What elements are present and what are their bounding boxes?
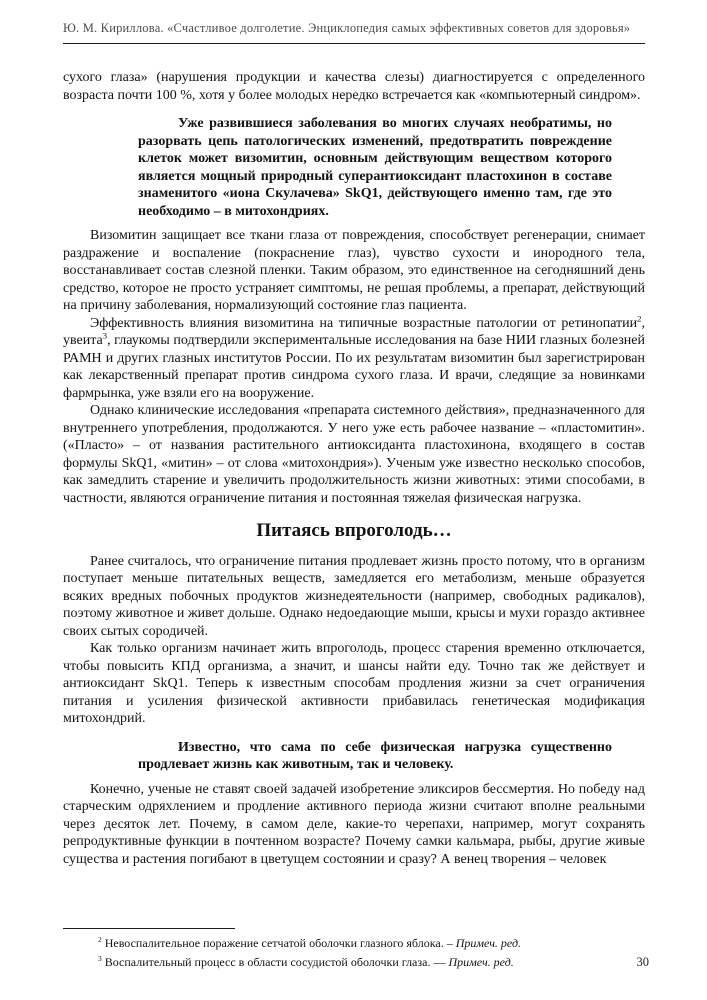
footnote-source: Примеч. ред. xyxy=(448,954,514,969)
paragraph-segment: , увеита xyxy=(63,315,645,348)
paragraph-segment: Эффективность влияния визомитина на типичные возрастные патологии от ретинопатии xyxy=(90,315,638,331)
header-rule xyxy=(63,43,645,44)
quote-block-vizomitin: Уже развившиеся заболевания во многих случаях необратимы, но разорвать цепь патологических изменений, предотвратить повреждение клеток может визомитин, основным действующим веществом которого является мощный природный суперантиоксидант пластохинон в составе знаменитого «иона Скулачева» SkQ1, действующего именно там, где это необходимо – в митохондриях. xyxy=(138,116,612,219)
paragraph-effectiveness xyxy=(63,312,645,403)
paragraph-food-restriction: Ранее считалось, что ограничение питания продлевает жизнь просто потому, что в организм поступает меньше питательных веществ, замедляется его метаболизм, меньше образуется всяких вредных побочных продуктов жизнедеятельности (например, свободных радикалов), поэтому животное и живет дольше. Однако недоедающие мыши, крысы и мухи гораздо активнее своих сытых сородичей. xyxy=(63,553,645,639)
page-content xyxy=(63,69,645,902)
quote-block-physical-activity: Известно, что сама по себе физическая нагрузка существенно продлевает жизнь как животным, так и человеку. xyxy=(138,739,612,772)
footnote-source: Примеч. ред. xyxy=(455,936,522,950)
footnote-ref-2: 2 xyxy=(637,312,642,323)
page-number: 30 xyxy=(636,955,649,969)
footnote-text: Воспалительный процесс в области сосудистой оболочки глаза. — xyxy=(104,954,449,969)
footnote-uveitis xyxy=(63,955,645,971)
paragraph-intro-continuation: сухого глаза» (нарушения продукции и качества слезы) диагностируется с определенного возраста почти 100 %, хотя у более молодых нередко встречается как «компьютерный синдром». xyxy=(63,70,645,103)
footnote-separator xyxy=(63,928,235,929)
footnote-retinopathy xyxy=(63,936,645,952)
paragraph-clinical-research: Однако клинические исследования «препарата системного действия», предназначенного для внутреннего употребления, продолжаются. У него уже есть рабочее название – «пластомитин». («Пласто» – от названия растительного антиоксиданта пластохинона, входящего в состав формулы SkQ1, «митин» – от слова «митохондрия»). Ученым уже известно несколько способов, как замедлить старение и увеличить продолжительность жизни животных: этими способами, в частности, являются ограничение питания и постоянная тяжелая физическая нагрузка. xyxy=(63,403,645,506)
footnote-marker-3: 3 xyxy=(98,953,102,963)
paragraph-starvation-mode: Как только организм начинает жить впроголодь, процесс старения временно отключается, чтобы повысить КПД организма, а значит, и шансы найти еду. Точно так же действует и антиоксидант SkQ1. Теперь к известным способам продления жизни за счет ограничения питания и усиления физической активности прибавилась генетическая модификация митохондрий. xyxy=(63,641,645,726)
footnote-text: Невоспалительное поражение сетчатой оболочки глазного яблока. – xyxy=(104,936,456,950)
running-header xyxy=(63,20,645,36)
paragraph-vizomitin-protects: Визомитин защищает все ткани глаза от повреждения, способствует регенерации, снимает раздражение и воспаление (покраснение глаз), чувство сухости и инородного тела, восстанавливает состав слезной пленки. Таким образом, это единственное на сегодняшний день средство, которое не просто устраняет симптомы, не решая проблемы, а препарат, действующий на причину заболевания, нормализующий состояние глаз пациента. xyxy=(63,228,645,313)
section-title: Питаясь впроголодь… xyxy=(256,520,452,541)
running-header-text: Ю. М. Кириллова. «Счастливое долголетие. Энциклопедия самых эффективных советов для здоровья» xyxy=(63,21,631,35)
footnotes-area xyxy=(63,928,645,973)
footnote-ref-3: 3 xyxy=(102,330,108,341)
footnote-marker-2: 2 xyxy=(98,935,102,944)
paragraph-elixirs: Конечно, ученые не ставят своей задачей изобретение эликсиров бессмертия. Но победу над старческим одряхлением и продление активного периода жизни считают вполне реальными через десяток лет. Почему, в самом деле, какие-то черепахи, например, могут сохранять репродуктивные функции в почтенном возрасте? Почему самки кальмара, рыбы, другие живые существа и растения погибают в цветущем состоянии и сразу? А венец творения – человек xyxy=(63,781,645,867)
paragraph-segment: , глаукомы подтвердили экспериментальные исследования на базе НИИ глазных болезней РАМН и других глазных институтов России. По их результатам визомитин был зарегистрирован как лекарственный препарат против синдрома сухого глаза. И врачи, следящие за новинками фармрынка, уже взяли его на вооружение. xyxy=(63,333,645,401)
